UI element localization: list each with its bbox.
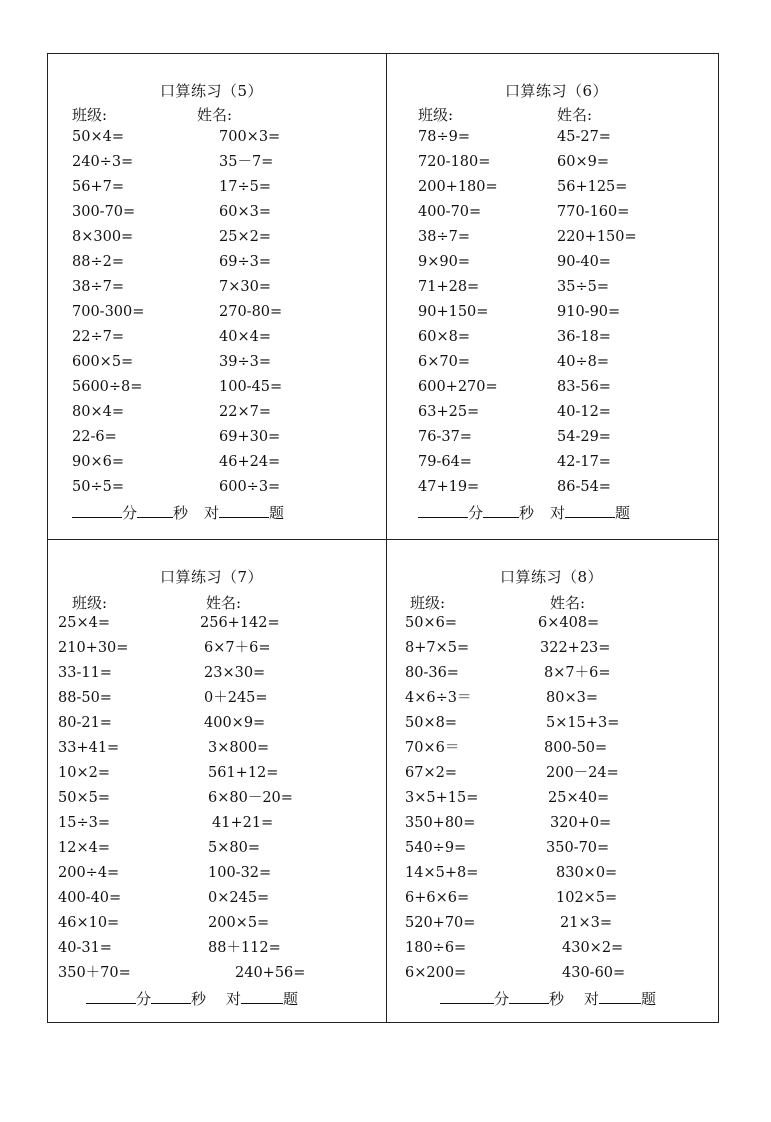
problem-right: 322+23= (540, 640, 611, 656)
footer-question-label: 题 (615, 504, 631, 522)
problem-left: 76-37= (418, 429, 472, 445)
problem-left: 25×4= (58, 615, 110, 631)
problem-left: 50÷5= (72, 479, 124, 495)
problem-right: 270-80= (219, 304, 283, 320)
footer-correct-label: 对 (584, 990, 600, 1008)
problem-right: 90-40= (557, 254, 611, 270)
problem-right: 39÷3= (219, 354, 271, 370)
problem-right: 22×7= (219, 404, 271, 420)
problem-right: 56+125= (557, 179, 628, 195)
problem-right: 320+0= (550, 815, 612, 831)
problem-left: 350＋70= (58, 965, 131, 981)
problem-right: 45-27= (557, 129, 611, 145)
panel-title: 口算练习（7） (160, 568, 264, 586)
vertical-divider (386, 53, 387, 1023)
problem-right: 800-50= (544, 740, 608, 756)
problem-right: 400×9= (204, 715, 266, 731)
problem-right: 6×408= (538, 615, 600, 631)
problem-left: 60×8= (418, 329, 470, 345)
problem-left: 520+70= (405, 915, 476, 931)
problem-left: 14×5+8= (405, 865, 479, 881)
problem-left: 6×200= (405, 965, 467, 981)
problem-left: 22÷7= (72, 329, 124, 345)
problem-right: 770-160= (557, 204, 630, 220)
problem-left: 46×10= (58, 915, 120, 931)
answer-blank[interactable] (137, 503, 173, 518)
horizontal-divider (47, 539, 719, 540)
problem-left: 400-40= (58, 890, 122, 906)
problem-right: 46+24= (219, 454, 281, 470)
problem-right: 100-32= (208, 865, 272, 881)
problem-left: 79-64= (418, 454, 472, 470)
problem-left: 90+150= (418, 304, 489, 320)
problem-right: 910-90= (557, 304, 621, 320)
problem-left: 540÷9= (405, 840, 467, 856)
problem-right: 0×245= (208, 890, 270, 906)
problem-left: 40-31= (58, 940, 112, 956)
problem-left: 90×6= (72, 454, 124, 470)
problem-right: 83-56= (557, 379, 611, 395)
answer-blank[interactable] (599, 989, 641, 1004)
footer-sec-label: 秒 (549, 990, 565, 1008)
problem-right: 700×3= (219, 129, 281, 145)
score-footer (418, 502, 630, 523)
problem-right: 23×30= (204, 665, 266, 681)
problem-right: 40-12= (557, 404, 611, 420)
problem-left: 50×4= (72, 129, 124, 145)
problem-right: 7×30= (219, 279, 271, 295)
problem-right: 3×800= (208, 740, 270, 756)
footer-min-label: 分 (136, 990, 152, 1008)
class-label: 班级: (72, 594, 108, 612)
problem-right: 60×9= (557, 154, 609, 170)
score-footer (72, 502, 284, 523)
problem-left: 50×8= (405, 715, 457, 731)
problem-right: 256+142= (200, 615, 280, 631)
name-label: 姓名: (206, 594, 242, 612)
problem-left: 56+7= (72, 179, 124, 195)
panel-title: 口算练习（5） (160, 82, 264, 100)
answer-blank[interactable] (219, 503, 269, 518)
problem-right: 350-70= (546, 840, 610, 856)
problem-left: 6×70= (418, 354, 470, 370)
score-footer (86, 988, 298, 1009)
problem-left: 300-70= (72, 204, 136, 220)
problem-left: 240÷3= (72, 154, 134, 170)
problem-right: 240+56= (235, 965, 306, 981)
footer-question-label: 题 (283, 990, 299, 1008)
problem-left: 700-300= (72, 304, 145, 320)
problem-left: 600×5= (72, 354, 134, 370)
problem-right: 25×40= (548, 790, 610, 806)
problem-right: 8×7＋6= (544, 665, 611, 681)
problem-right: 220+150= (557, 229, 637, 245)
footer-correct-label: 对 (226, 990, 242, 1008)
name-label: 姓名: (550, 594, 586, 612)
problem-left: 70×6＝ (405, 740, 460, 756)
problem-left: 600+270= (418, 379, 498, 395)
problem-left: 88÷2= (72, 254, 124, 270)
problem-left: 6+6×6= (405, 890, 470, 906)
problem-right: 41+21= (212, 815, 274, 831)
problem-left: 720-180= (418, 154, 491, 170)
problem-right: 17÷5= (219, 179, 271, 195)
problem-left: 5600÷8= (72, 379, 143, 395)
problem-right: 40×4= (219, 329, 271, 345)
problem-right: 102×5= (556, 890, 618, 906)
problem-left: 47+19= (418, 479, 480, 495)
footer-min-label: 分 (122, 504, 138, 522)
problem-right: 6×7＋6= (204, 640, 271, 656)
problem-right: 60×3= (219, 204, 271, 220)
problem-right: 830×0= (556, 865, 618, 881)
problem-left: 33+41= (58, 740, 120, 756)
footer-sec-label: 秒 (519, 504, 535, 522)
problem-right: 5×15+3= (546, 715, 620, 731)
problem-right: 200－24= (546, 765, 619, 781)
class-label: 班级: (410, 594, 446, 612)
problem-right: 69÷3= (219, 254, 271, 270)
footer-question-label: 题 (269, 504, 285, 522)
problem-right: 200×5= (208, 915, 270, 931)
problem-left: 78÷9= (418, 129, 470, 145)
problem-right: 5×80= (208, 840, 260, 856)
class-label: 班级: (72, 106, 108, 124)
problem-left: 9×90= (418, 254, 470, 270)
footer-min-label: 分 (468, 504, 484, 522)
problem-right: 430-60= (562, 965, 626, 981)
problem-left: 63+25= (418, 404, 480, 420)
problem-right: 25×2= (219, 229, 271, 245)
problem-left: 12×4= (58, 840, 110, 856)
problem-left: 8×300= (72, 229, 134, 245)
class-label: 班级: (418, 106, 454, 124)
problem-left: 200÷4= (58, 865, 120, 881)
problem-right: 6×80－20= (208, 790, 293, 806)
problem-left: 180÷6= (405, 940, 467, 956)
name-label: 姓名: (557, 106, 593, 124)
problem-left: 71+28= (418, 279, 480, 295)
problem-left: 33-11= (58, 665, 112, 681)
footer-correct-label: 对 (204, 504, 220, 522)
problem-left: 50×5= (58, 790, 110, 806)
problem-right: 0＋245= (204, 690, 268, 706)
problem-right: 100-45= (219, 379, 283, 395)
problem-left: 3×5+15= (405, 790, 479, 806)
problem-right: 600÷3= (219, 479, 281, 495)
problem-right: 54-29= (557, 429, 611, 445)
footer-correct-label: 对 (550, 504, 566, 522)
problem-left: 80-21= (58, 715, 112, 731)
problem-left: 210+30= (58, 640, 129, 656)
problem-left: 67×2= (405, 765, 457, 781)
worksheet-frame (47, 53, 719, 1023)
problem-right: 86-54= (557, 479, 611, 495)
problem-right: 80×3= (546, 690, 598, 706)
answer-blank[interactable] (509, 989, 549, 1004)
problem-left: 22-6= (72, 429, 117, 445)
problem-left: 38÷7= (72, 279, 124, 295)
problem-left: 8+7×5= (405, 640, 470, 656)
problem-left: 10×2= (58, 765, 110, 781)
problem-left: 15÷3= (58, 815, 110, 831)
problem-right: 561+12= (208, 765, 279, 781)
problem-right: 35÷5= (557, 279, 609, 295)
footer-min-label: 分 (494, 990, 510, 1008)
footer-sec-label: 秒 (191, 990, 207, 1008)
problem-left: 38÷7= (418, 229, 470, 245)
problem-right: 69+30= (219, 429, 281, 445)
name-label: 姓名: (197, 106, 233, 124)
problem-right: 35－7= (219, 154, 274, 170)
panel-title: 口算练习（6） (505, 82, 609, 100)
problem-right: 88＋112= (208, 940, 281, 956)
footer-question-label: 题 (641, 990, 657, 1008)
problem-left: 4×6÷3＝ (405, 690, 472, 706)
problem-right: 42-17= (557, 454, 611, 470)
problem-left: 88-50= (58, 690, 112, 706)
answer-blank[interactable] (86, 989, 136, 1004)
score-footer (440, 988, 656, 1009)
answer-blank[interactable] (565, 503, 615, 518)
problem-left: 350+80= (405, 815, 476, 831)
problem-left: 80-36= (405, 665, 459, 681)
problem-right: 430×2= (562, 940, 624, 956)
answer-blank[interactable] (241, 989, 283, 1004)
panel-title: 口算练习（8） (500, 568, 604, 586)
problem-right: 21×3= (560, 915, 612, 931)
problem-right: 36-18= (557, 329, 611, 345)
answer-blank[interactable] (72, 503, 122, 518)
problem-left: 50×6= (405, 615, 457, 631)
problem-left: 200+180= (418, 179, 498, 195)
answer-blank[interactable] (483, 503, 519, 518)
answer-blank[interactable] (418, 503, 468, 518)
footer-sec-label: 秒 (173, 504, 189, 522)
problem-left: 400-70= (418, 204, 482, 220)
answer-blank[interactable] (440, 989, 494, 1004)
problem-left: 80×4= (72, 404, 124, 420)
problem-right: 40÷8= (557, 354, 609, 370)
answer-blank[interactable] (151, 989, 191, 1004)
